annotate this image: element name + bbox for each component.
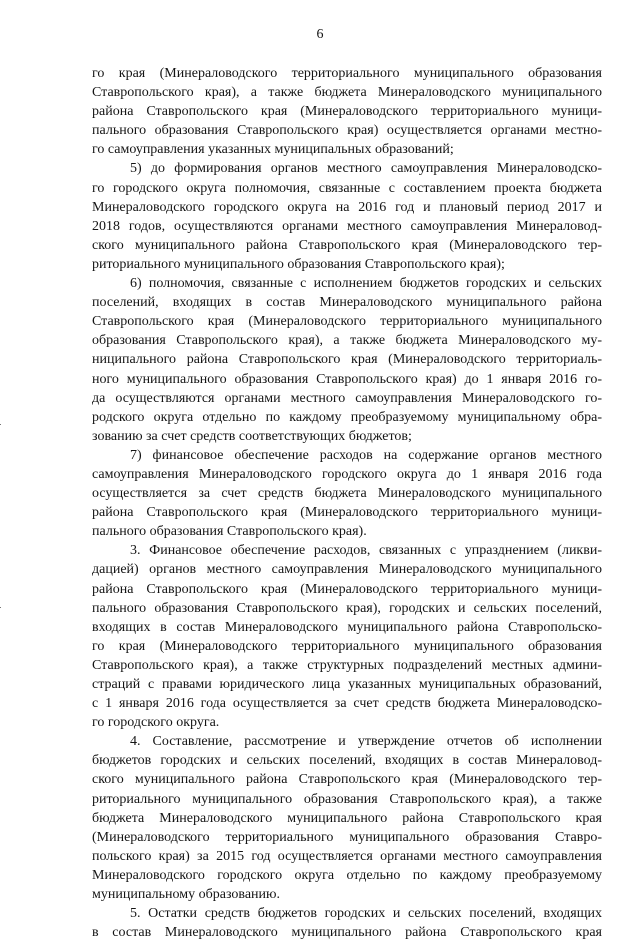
text-line: Минераловодского городского округа на 2016 год и плановый период 2017 и	[92, 199, 602, 215]
document-body	[92, 64, 602, 942]
text-line: с 1 января 2016 года осуществляется за счет средств бюджета Минераловодско-	[92, 696, 602, 712]
text-line: страций с правами юридического лица указанных муниципальных образований,	[92, 677, 602, 692]
text-line: осуществляется за счет средств бюджета Минераловодского муниципального	[92, 486, 602, 502]
text-line: ского муниципального района Ставропольского края (Минераловодского тер-	[92, 772, 602, 788]
text-line: района Ставропольского края (Минераловодского территориального муници-	[92, 505, 602, 521]
text-line: бюджетов городских и сельских поселений, входящих в состав Минераловод-	[92, 753, 602, 769]
text-line: ского муниципального района Ставропольского края (Минераловодского тер-	[92, 237, 602, 253]
text-line: риториального муниципального образования Ставропольского края);	[92, 256, 505, 272]
text-line: 2018 годов, осуществляются органами местного самоуправления Минераловод-	[92, 218, 602, 234]
text-line: го края (Минераловодского территориального муниципального образования	[92, 66, 602, 81]
text-line: входящих в состав Минераловодского муниципального района Ставропольско-	[92, 619, 602, 635]
text-line: го городского округа полномочия, связанные с составлением проекта бюджета	[92, 180, 602, 196]
paragraph-first-line: 3. Финансовое обеспечение расходов, связанных с упразднением (ликви-	[130, 543, 602, 559]
scan-edge-mark	[0, 607, 1, 608]
text-line: образования Ставропольского края), а также бюджета Минераловодского му-	[92, 333, 602, 349]
paragraph-first-line: 5. Остатки средств бюджетов городских и сельских поселений, входящих	[130, 906, 602, 922]
text-line: поселений, входящих в состав Минераловодского муниципального района	[92, 295, 602, 311]
text-line: ниципального района Ставропольского края (Минераловодского территориаль-	[92, 352, 602, 368]
text-line: го городского округа.	[92, 715, 220, 731]
text-line: Ставропольского края (Минераловодского территориального муниципального	[92, 314, 602, 330]
text-line: ного муниципального образования Ставропольского края) до 1 января 2016 го-	[92, 371, 602, 387]
text-line: Ставропольского края), а также бюджета Минераловодского муниципального	[92, 85, 602, 101]
paragraph-first-line: 7) финансовое обеспечение расходов на содержание органов местного	[130, 447, 602, 463]
text-line: дацией) органов местного самоуправления Минераловодского муниципального	[92, 562, 602, 578]
text-line: самоуправления Минераловодского городского округа до 1 января 2016 года	[92, 466, 602, 482]
text-line: риториального муниципального образования Ставропольского края), а также	[92, 791, 602, 807]
text-line: польского края) за 2015 год осуществляется органами местного самоуправления	[92, 848, 602, 864]
text-line: пального образования Ставропольского края), городских и сельских поселений,	[92, 600, 602, 616]
text-line: Минераловодского городского округа отдельно по каждому преобразуемому	[92, 867, 602, 883]
text-line: да осуществляются органами местного самоуправления Минераловодского го-	[92, 390, 602, 406]
scan-edge-mark	[0, 424, 1, 425]
text-line: зованию за счет средств соответствующих бюджетов;	[92, 428, 412, 444]
page-number: 6	[316, 27, 324, 42]
text-line: района Ставропольского края (Минераловодского территориального муници-	[92, 104, 602, 120]
text-line: го края (Минераловодского территориального муниципального образования	[92, 638, 602, 654]
text-line: в состав Минераловодского муниципального района Ставропольского края	[92, 925, 602, 941]
text-line: (Минераловодского территориального муниципального образования Ставро-	[92, 829, 602, 845]
text-line: бюджета Минераловодского муниципального района Ставропольского края	[92, 810, 602, 826]
text-line: родского округа отдельно по каждому преобразуемому муниципальному обра-	[92, 409, 602, 425]
text-line: пального образования Ставропольского края) осуществляется органами местно-	[92, 123, 602, 139]
paragraph-first-line: 4. Составление, рассмотрение и утверждение отчетов об исполнении	[130, 734, 602, 750]
text-line: пального образования Ставропольского края).	[92, 524, 367, 540]
text-line: района Ставропольского края (Минераловодского территориального муници-	[92, 581, 602, 597]
paragraph-first-line: 5) до формирования органов местного самоуправления Минераловодско-	[130, 161, 602, 177]
text-line: го самоуправления указанных муниципальных образований;	[92, 142, 454, 158]
text-line: Ставропольского края), а также структурных подразделений местных админи-	[92, 657, 602, 673]
text-line: муниципальному образованию.	[92, 887, 280, 903]
paragraph-first-line: 6) полномочия, связанные с исполнением бюджетов городских и сельских	[130, 276, 602, 292]
